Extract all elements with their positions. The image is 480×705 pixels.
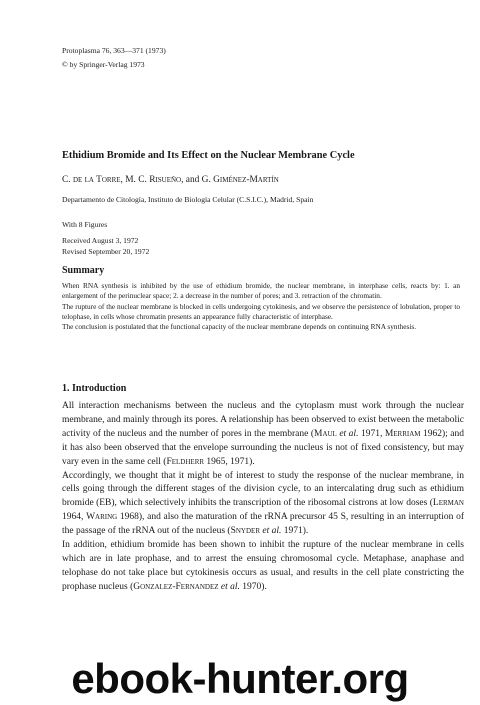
- journal-header: [62, 44, 166, 72]
- text-run: Accordingly, we thought that it might be of interest to study the response of the nuclear membrane, in cells going through the different stages of the division cycle, to an intercalating drug such as ethidium bromide (EB), which selectively inhibits the transcription of the ribosomal cistrons at low doses (: [62, 470, 464, 509]
- text-run: 1962); and it has also been observed that the envelope surrounding the nucleus is not of fixed consistency, but may vary even in the same cell (: [62, 428, 464, 467]
- text-run: 1965, 1971).: [204, 456, 255, 467]
- author-list: [62, 175, 279, 185]
- author-2-initials: , M. C.: [120, 175, 150, 185]
- text-run: All interaction mechanisms between the nucleus and the cytoplasm must work through the nuclear membrane, and mainly through its pores. A relationship has been observed to exist between the metabolic activity of the nucleus and the number of pores in the membrane (: [62, 401, 464, 439]
- summary-section: [62, 281, 460, 332]
- author-1-surname: de la Torre: [72, 175, 121, 185]
- text-run: 1968), and also the maturation of the rRNA precursor 45 S, resulting in an interruption of the passage of the rRNA out of the nucleus (: [62, 512, 465, 537]
- text-run: 1964,: [62, 512, 87, 523]
- citation-author: Maul: [314, 428, 337, 439]
- summary-paragraph: The conclusion is postulated that the functional capacity of the nuclear membrane depends on continuing RNA synthesis.: [62, 322, 417, 332]
- citation-author: Snyder: [230, 526, 260, 537]
- affiliation: Departamento de Citología, Instituto de Biología Celular (C.S.I.C.), Madrid, Spain: [62, 195, 314, 204]
- citation-author: Lerman: [432, 498, 464, 509]
- citation-author: Feldherr: [166, 456, 205, 467]
- citation-author: Gonzalez-Fernandez: [133, 581, 219, 592]
- citation-etal: et al.: [260, 526, 282, 537]
- article-title: Ethidium Bromide and Its Effect on the Nuclear Membrane Cycle: [62, 150, 355, 161]
- article-meta: [62, 220, 149, 257]
- citation-author: Waring: [86, 512, 118, 523]
- text-run: 1971,: [358, 428, 385, 439]
- author-3-surname: Giménez-Martín: [213, 175, 279, 185]
- citation-etal: et al.: [336, 428, 359, 439]
- copyright-line: © by Springer-Verlag 1973: [62, 60, 145, 69]
- figure-count: With 8 Figures: [62, 220, 108, 229]
- intro-paragraph: [62, 539, 464, 595]
- revised-date: Revised September 20, 1972: [62, 246, 150, 256]
- text-run: In addition, ethidium bromide has been shown to inhibit the rupture of the nuclear membrane in cells which are in late prophase, and to arrest the ensuing chromosomal cycle. Metaphase, anaphase and telophase do not take place but cytokinesis occurs as usual, and results in the cell plate constricting the prophase nucleus (: [62, 540, 464, 592]
- text-run: 1971).: [281, 526, 309, 537]
- intro-paragraph: [62, 400, 464, 470]
- summary-heading: Summary: [62, 265, 105, 276]
- citation-author: Merriam: [384, 428, 421, 439]
- journal-citation: Protoplasma 76, 363—371 (1973): [62, 46, 166, 55]
- introduction-heading: 1. Introduction: [62, 383, 127, 394]
- author-2-surname: Risueño: [149, 175, 182, 185]
- watermark-logo: ebook-hunter.org: [71, 655, 409, 702]
- text-run: 1970).: [239, 581, 267, 592]
- received-date: Received August 3, 1972: [62, 235, 139, 245]
- summary-paragraph: When RNA synthesis is inhibited by the use of ethidium bromide, the nuclear membrane, in interphase cells, reacts by: 1. an enlargement of the perinuclear space; 2. a decrease in the number of pores; and 3. retraction of the chromatin.: [62, 281, 460, 301]
- author-1-initials: C.: [62, 175, 73, 185]
- intro-paragraph: [62, 470, 464, 540]
- summary-paragraph: The rupture of the nuclear membrane is blocked in cells undergoing cytokinesis, and we observe the persistence of lobulation, proper to telophase, in cells whose chromatin presents an appearance fully characteristic of interphase.: [62, 301, 460, 321]
- introduction-section: [62, 400, 464, 595]
- author-3-initials: , and G.: [181, 175, 214, 185]
- citation-etal: et al.: [218, 581, 240, 592]
